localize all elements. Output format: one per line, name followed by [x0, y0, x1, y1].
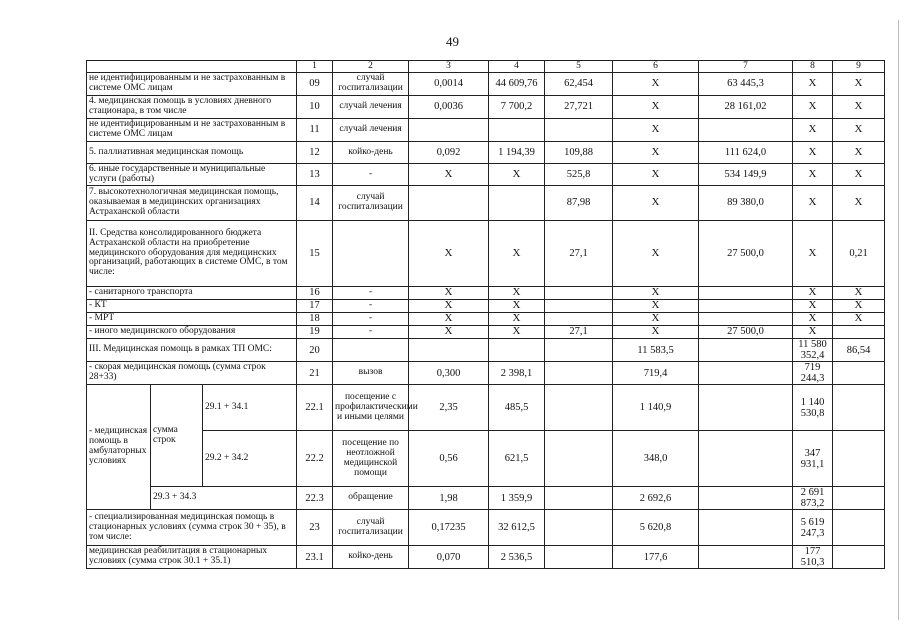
row-value-c8: 5 619 247,3 — [793, 510, 833, 546]
row-value-c6: X — [613, 164, 699, 186]
row-unit: - — [333, 287, 409, 300]
row-unit: - — [333, 326, 409, 339]
table-row — [87, 546, 885, 569]
row-value-c9 — [833, 546, 885, 569]
row-value-c4 — [489, 186, 545, 221]
row-value-c5 — [545, 339, 613, 362]
row-unit: случай госпитализации — [333, 510, 409, 546]
row-value-c9 — [833, 362, 885, 385]
row-value-c8: X — [793, 142, 833, 164]
sum-label: сумма строк — [151, 385, 203, 487]
row-value-c3: X — [409, 313, 489, 326]
table-row — [87, 186, 885, 221]
row-value-c4: 621,5 — [489, 431, 545, 487]
row-value-c8: 719 244,3 — [793, 362, 833, 385]
table-row — [87, 510, 885, 546]
row-value-c4: X — [489, 164, 545, 186]
header-cell-3: 3 — [409, 61, 489, 73]
row-value-c5: 109,88 — [545, 142, 613, 164]
row-value-c6: 348,0 — [613, 431, 699, 487]
table-row — [87, 119, 885, 142]
budget-table — [86, 60, 885, 569]
row-value-c8: 177 510,3 — [793, 546, 833, 569]
row-value-c6: X — [613, 96, 699, 119]
row-unit: - — [333, 164, 409, 186]
row-description: 5. паллиативная медицинская помощь — [87, 142, 297, 164]
table-row — [87, 221, 885, 287]
row-code: 12 — [297, 142, 333, 164]
row-value-c4 — [489, 339, 545, 362]
row-value-c9 — [833, 487, 885, 510]
row-value-c3: X — [409, 164, 489, 186]
row-code: 20 — [297, 339, 333, 362]
row-value-c7: 63 445,3 — [699, 73, 793, 96]
row-value-c3: 0,092 — [409, 142, 489, 164]
table-row — [87, 487, 885, 510]
row-value-c9 — [833, 385, 885, 431]
row-unit: - — [333, 313, 409, 326]
row-value-c7 — [699, 431, 793, 487]
row-value-c6: X — [613, 142, 699, 164]
row-code: 16 — [297, 287, 333, 300]
row-value-c6: 177,6 — [613, 546, 699, 569]
row-value-c8: 1 140 530,8 — [793, 385, 833, 431]
row-value-c8: X — [793, 221, 833, 287]
row-value-c7: 89 380,0 — [699, 186, 793, 221]
row-value-c7: 27 500,0 — [699, 221, 793, 287]
row-value-c4: 2 398,1 — [489, 362, 545, 385]
row-value-c9: X — [833, 164, 885, 186]
row-value-c8: 11 580 352,4 — [793, 339, 833, 362]
table-row — [87, 431, 885, 487]
row-value-c6: X — [613, 221, 699, 287]
row-unit: посещение с профилактическими и иными целями — [333, 385, 409, 431]
row-description: 4. медицинская помощь в условиях дневного стационара, в том числе — [87, 96, 297, 119]
row-value-c5: 27,721 — [545, 96, 613, 119]
row-unit: койко-день — [333, 142, 409, 164]
row-code: 14 — [297, 186, 333, 221]
row-value-c4: 2 536,5 — [489, 546, 545, 569]
row-value-c9: X — [833, 186, 885, 221]
row-value-c5 — [545, 287, 613, 300]
row-description: медицинская реабилитация в стационарных условиях (сумма строк 30.1 + 35.1) — [87, 546, 297, 569]
row-value-c8: X — [793, 164, 833, 186]
row-value-c8: X — [793, 73, 833, 96]
row-description: 7. высокотехнологичная медицинская помощь, оказываемая в медицинских организациях Астраханской области — [87, 186, 297, 221]
row-value-c9: 0,21 — [833, 221, 885, 287]
row-code: 18 — [297, 313, 333, 326]
row-value-c5 — [545, 431, 613, 487]
row-value-c6: 5 620,8 — [613, 510, 699, 546]
row-formula: 29.1 + 34.1 — [203, 385, 297, 431]
row-value-c5 — [545, 313, 613, 326]
row-code: 19 — [297, 326, 333, 339]
row-value-c5: 62,454 — [545, 73, 613, 96]
row-formula: 29.3 + 34.3 — [151, 487, 297, 510]
table-row — [87, 339, 885, 362]
row-value-c7 — [699, 546, 793, 569]
page-edge-line — [898, 20, 899, 620]
row-value-c7: 534 149,9 — [699, 164, 793, 186]
row-value-c9: X — [833, 73, 885, 96]
row-description: 6. иные государственные и муниципальные услуги (работы) — [87, 164, 297, 186]
row-value-c4: X — [489, 287, 545, 300]
table-row — [87, 300, 885, 313]
header-cell-7: 7 — [699, 61, 793, 73]
row-value-c9: X — [833, 142, 885, 164]
row-unit: - — [333, 300, 409, 313]
row-code: 22.1 — [297, 385, 333, 431]
header-cell-9: 9 — [833, 61, 885, 73]
header-cell-1: 1 — [297, 61, 333, 73]
row-value-c7 — [699, 119, 793, 142]
row-code: 17 — [297, 300, 333, 313]
row-value-c3: 2,35 — [409, 385, 489, 431]
row-value-c6: X — [613, 300, 699, 313]
header-cell-6: 6 — [613, 61, 699, 73]
row-value-c4: 1 359,9 — [489, 487, 545, 510]
row-description: не идентифицированным и не застрахованным в системе ОМС лицам — [87, 73, 297, 96]
row-value-c8: X — [793, 300, 833, 313]
row-description: - МРТ — [87, 313, 297, 326]
row-value-c5: 87,98 — [545, 186, 613, 221]
row-unit: случай лечения — [333, 119, 409, 142]
row-description: не идентифицированным и не застрахованным в системе ОМС лицам — [87, 119, 297, 142]
row-code: 23.1 — [297, 546, 333, 569]
row-value-c6: X — [613, 73, 699, 96]
row-value-c3: 0,070 — [409, 546, 489, 569]
row-value-c7: 28 161,02 — [699, 96, 793, 119]
row-unit — [333, 339, 409, 362]
row-value-c7 — [699, 362, 793, 385]
row-value-c8: 347 931,1 — [793, 431, 833, 487]
row-value-c5 — [545, 546, 613, 569]
row-value-c5 — [545, 385, 613, 431]
row-unit: посещение по неотложной медицинской помощи — [333, 431, 409, 487]
row-value-c4: X — [489, 326, 545, 339]
row-value-c7 — [699, 487, 793, 510]
row-value-c3: 0,0014 — [409, 73, 489, 96]
row-value-c4: 44 609,76 — [489, 73, 545, 96]
row-value-c4: X — [489, 300, 545, 313]
table-row — [87, 385, 885, 431]
ambulatory-label: - медицинская помощь в амбулаторных условиях — [87, 385, 151, 510]
row-description: - санитарного транспорта — [87, 287, 297, 300]
row-value-c8: X — [793, 119, 833, 142]
row-value-c4: X — [489, 221, 545, 287]
row-value-c5 — [545, 510, 613, 546]
row-value-c6: 11 583,5 — [613, 339, 699, 362]
table-row — [87, 287, 885, 300]
header-cell-blank — [87, 61, 297, 73]
row-value-c9: 86,54 — [833, 339, 885, 362]
row-value-c5 — [545, 119, 613, 142]
row-value-c9 — [833, 510, 885, 546]
row-code: 21 — [297, 362, 333, 385]
row-code: 09 — [297, 73, 333, 96]
row-value-c7 — [699, 510, 793, 546]
table-body — [87, 61, 885, 569]
row-code: 22.3 — [297, 487, 333, 510]
row-unit — [333, 221, 409, 287]
row-value-c7: 27 500,0 — [699, 326, 793, 339]
row-value-c8: X — [793, 326, 833, 339]
table-row — [87, 164, 885, 186]
row-value-c7 — [699, 313, 793, 326]
row-description: - иного медицинского оборудования — [87, 326, 297, 339]
row-formula: 29.2 + 34.2 — [203, 431, 297, 487]
row-value-c9: X — [833, 313, 885, 326]
row-value-c8: 2 691 873,2 — [793, 487, 833, 510]
row-value-c6: 2 692,6 — [613, 487, 699, 510]
row-value-c4: 32 612,5 — [489, 510, 545, 546]
table-row — [87, 73, 885, 96]
header-cell-8: 8 — [793, 61, 833, 73]
row-unit: случай госпитализации — [333, 186, 409, 221]
table-row — [87, 326, 885, 339]
row-value-c6: X — [613, 119, 699, 142]
row-value-c3: X — [409, 221, 489, 287]
row-value-c6: X — [613, 287, 699, 300]
row-value-c4: 485,5 — [489, 385, 545, 431]
row-code: 23 — [297, 510, 333, 546]
row-value-c3: X — [409, 326, 489, 339]
row-value-c7 — [699, 287, 793, 300]
row-description: - специализированная медицинская помощь в стационарных условиях (сумма строк 30 + 35), в том числе: — [87, 510, 297, 546]
header-cell-2: 2 — [333, 61, 409, 73]
table-row — [87, 313, 885, 326]
row-value-c4 — [489, 119, 545, 142]
row-code: 11 — [297, 119, 333, 142]
row-value-c3: X — [409, 287, 489, 300]
row-value-c5: 525,8 — [545, 164, 613, 186]
row-value-c3: 1,98 — [409, 487, 489, 510]
row-value-c4: X — [489, 313, 545, 326]
row-unit: случай госпитализации — [333, 73, 409, 96]
row-value-c3: 0,17235 — [409, 510, 489, 546]
row-value-c9: X — [833, 96, 885, 119]
row-value-c3: 0,56 — [409, 431, 489, 487]
row-value-c8: X — [793, 186, 833, 221]
row-value-c3: 0,300 — [409, 362, 489, 385]
header-cell-4: 4 — [489, 61, 545, 73]
row-value-c7: 111 624,0 — [699, 142, 793, 164]
row-value-c3: X — [409, 300, 489, 313]
header-row — [87, 61, 885, 73]
row-value-c3: 0,0036 — [409, 96, 489, 119]
row-value-c5: 27,1 — [545, 221, 613, 287]
header-cell-5: 5 — [545, 61, 613, 73]
row-value-c6: 1 140,9 — [613, 385, 699, 431]
row-value-c5 — [545, 487, 613, 510]
table-row — [87, 96, 885, 119]
row-value-c6: X — [613, 186, 699, 221]
row-value-c9 — [833, 326, 885, 339]
row-code: 22.2 — [297, 431, 333, 487]
row-value-c5 — [545, 300, 613, 313]
row-value-c3 — [409, 186, 489, 221]
row-value-c4: 7 700,2 — [489, 96, 545, 119]
row-description: - скорая медицинская помощь (сумма строк 28+33) — [87, 362, 297, 385]
row-unit: случай лечения — [333, 96, 409, 119]
row-value-c6: 719,4 — [613, 362, 699, 385]
row-unit: вызов — [333, 362, 409, 385]
row-value-c9: X — [833, 300, 885, 313]
row-value-c9 — [833, 431, 885, 487]
row-unit: койко-день — [333, 546, 409, 569]
row-value-c5 — [545, 362, 613, 385]
row-unit: обращение — [333, 487, 409, 510]
row-value-c5: 27,1 — [545, 326, 613, 339]
row-code: 10 — [297, 96, 333, 119]
row-value-c9: X — [833, 119, 885, 142]
row-description: II. Средства консолидированного бюджета Астраханской области на приобретение медицинского оборудования для медицинских организаций, работающих в системе ОМС, в том числе: — [87, 221, 297, 287]
row-value-c3 — [409, 339, 489, 362]
row-value-c7 — [699, 385, 793, 431]
row-value-c6: X — [613, 313, 699, 326]
table-row — [87, 142, 885, 164]
row-value-c6: X — [613, 326, 699, 339]
table-row — [87, 362, 885, 385]
row-code: 15 — [297, 221, 333, 287]
row-value-c8: X — [793, 313, 833, 326]
page-number: 49 — [446, 34, 459, 49]
row-value-c3 — [409, 119, 489, 142]
row-description: III. Медицинская помощь в рамках ТП ОМС: — [87, 339, 297, 362]
row-value-c9: X — [833, 287, 885, 300]
row-value-c8: X — [793, 96, 833, 119]
row-code: 13 — [297, 164, 333, 186]
row-value-c8: X — [793, 287, 833, 300]
row-value-c7 — [699, 300, 793, 313]
row-value-c4: 1 194,39 — [489, 142, 545, 164]
row-value-c7 — [699, 339, 793, 362]
row-description: - КТ — [87, 300, 297, 313]
